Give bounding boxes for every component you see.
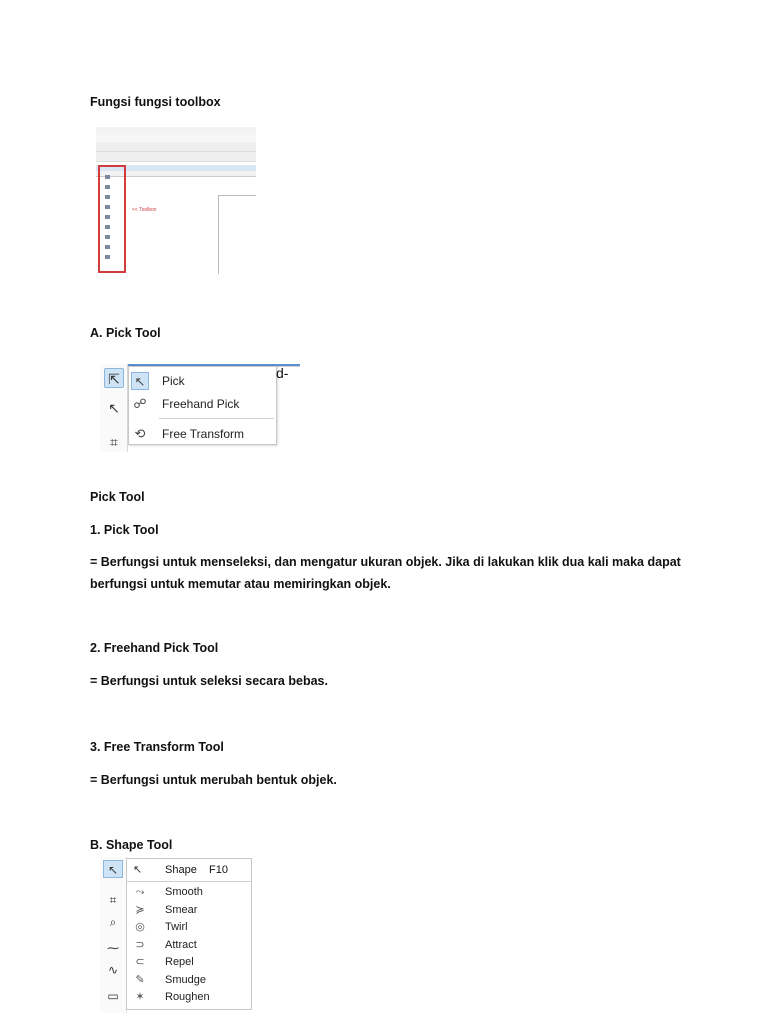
- flyout-item-pick[interactable]: ↖ Pick: [129, 370, 276, 392]
- artistic-media-button-icon[interactable]: ∿: [107, 963, 119, 977]
- shape-icon: ↖: [133, 864, 143, 876]
- coreldraw-screenshot: [96, 127, 256, 274]
- flyout-item-smooth[interactable]: ⤳ Smooth: [127, 884, 251, 901]
- pick-flyout-menu: [128, 366, 277, 445]
- freehand-tool-button-icon[interactable]: ⁓: [107, 941, 119, 955]
- section-a-title: A. Pick Tool: [90, 326, 161, 340]
- toolbox-tool-icon: [105, 215, 110, 219]
- crop-tool-button-icon[interactable]: ⌗: [109, 893, 117, 907]
- roughen-icon: ✶: [135, 991, 145, 1003]
- toolbox-tool-icon: [105, 235, 110, 239]
- standard-toolbar: [96, 142, 256, 152]
- flyout-separator: [159, 418, 274, 419]
- cut-off-text: d-: [276, 365, 289, 381]
- toolbox-tool-icon: [105, 205, 110, 209]
- arrow-pointer-icon: ↖: [131, 372, 149, 390]
- toolbox-highlight: [98, 165, 126, 273]
- document-page: [218, 195, 256, 274]
- smudge-icon: ✎: [135, 974, 145, 986]
- toolbox-tool-icon: [105, 185, 110, 189]
- flyout-item-freehand-pick[interactable]: ☍ Freehand Pick: [129, 393, 276, 415]
- toolbox-label: << Toolbox: [132, 207, 157, 213]
- shortcut-key: F10: [209, 864, 228, 876]
- repel-icon: ⊂: [135, 956, 145, 968]
- pick-tool-flyout-screenshot: [100, 364, 300, 452]
- free-transform-icon: ⟲: [134, 426, 146, 441]
- flyout-item-smear[interactable]: ≽ Smear: [127, 902, 251, 919]
- flyout-item-shape[interactable]: ↖ Shape F10: [127, 859, 251, 882]
- flyout-item-smudge[interactable]: ✎ Smudge: [127, 972, 251, 989]
- shape-tool-flyout-screenshot: [100, 857, 260, 1013]
- pick-tool-button-icon[interactable]: ⇱: [104, 368, 124, 388]
- window-title-bar: [96, 127, 256, 135]
- tool-3-description: = Berfungsi untuk merubah bentuk objek.: [90, 773, 337, 787]
- flyout-item-roughen[interactable]: ✶ Roughen: [127, 989, 251, 1006]
- tool-2-title: 2. Freehand Pick Tool: [90, 641, 219, 655]
- zoom-tool-button-icon[interactable]: ⌕: [109, 915, 117, 929]
- toolbox-tool-icon: [105, 195, 110, 199]
- toolbox-tool-icon: [105, 175, 110, 179]
- tool-2-description: = Berfungsi untuk seleksi secara bebas.: [90, 674, 328, 688]
- shape-tool-button-icon[interactable]: ↖: [108, 400, 120, 416]
- toolbox-tool-icon: [105, 245, 110, 249]
- attract-icon: ⊃: [135, 939, 145, 951]
- crop-tool-button-icon[interactable]: ⌗: [110, 434, 118, 450]
- menu-bar: [96, 135, 256, 142]
- tool-1-title: 1. Pick Tool: [90, 523, 159, 537]
- flyout-item-free-transform[interactable]: ⟲ Free Transform: [129, 423, 276, 445]
- toolbox-column: [100, 364, 128, 452]
- flyout-item-twirl[interactable]: ◎ Twirl: [127, 919, 251, 936]
- freehand-pick-icon: ☍: [133, 396, 147, 411]
- flyout-item-attract[interactable]: ⊃ Attract: [127, 937, 251, 954]
- smear-icon: ≽: [135, 904, 145, 916]
- shape-tool-button-icon[interactable]: ↖: [103, 860, 123, 878]
- toolbox-tool-icon: [105, 225, 110, 229]
- page-heading: Fungsi fungsi toolbox: [90, 95, 221, 109]
- flyout-item-repel[interactable]: ⊂ Repel: [127, 954, 251, 971]
- toolbox-column: [100, 857, 127, 1013]
- section-b-title: B. Shape Tool: [90, 838, 173, 852]
- shape-flyout-menu: [126, 858, 252, 1010]
- tool-1-description: = Berfungsi untuk menseleksi, dan mengatur ukuran objek. Jika di lakukan klik dua kali maka dapat berfungsi untuk memutar atau memiringkan objek.: [90, 555, 681, 591]
- toolbox-tool-icon: [105, 255, 110, 259]
- smooth-icon: ⤳: [135, 886, 145, 898]
- twirl-icon: ◎: [135, 921, 145, 933]
- property-bar: [96, 152, 256, 162]
- rectangle-tool-button-icon[interactable]: ▭: [107, 989, 119, 1003]
- tool-3-title: 3. Free Transform Tool: [90, 740, 224, 754]
- pick-tool-subtitle: Pick Tool: [90, 490, 145, 504]
